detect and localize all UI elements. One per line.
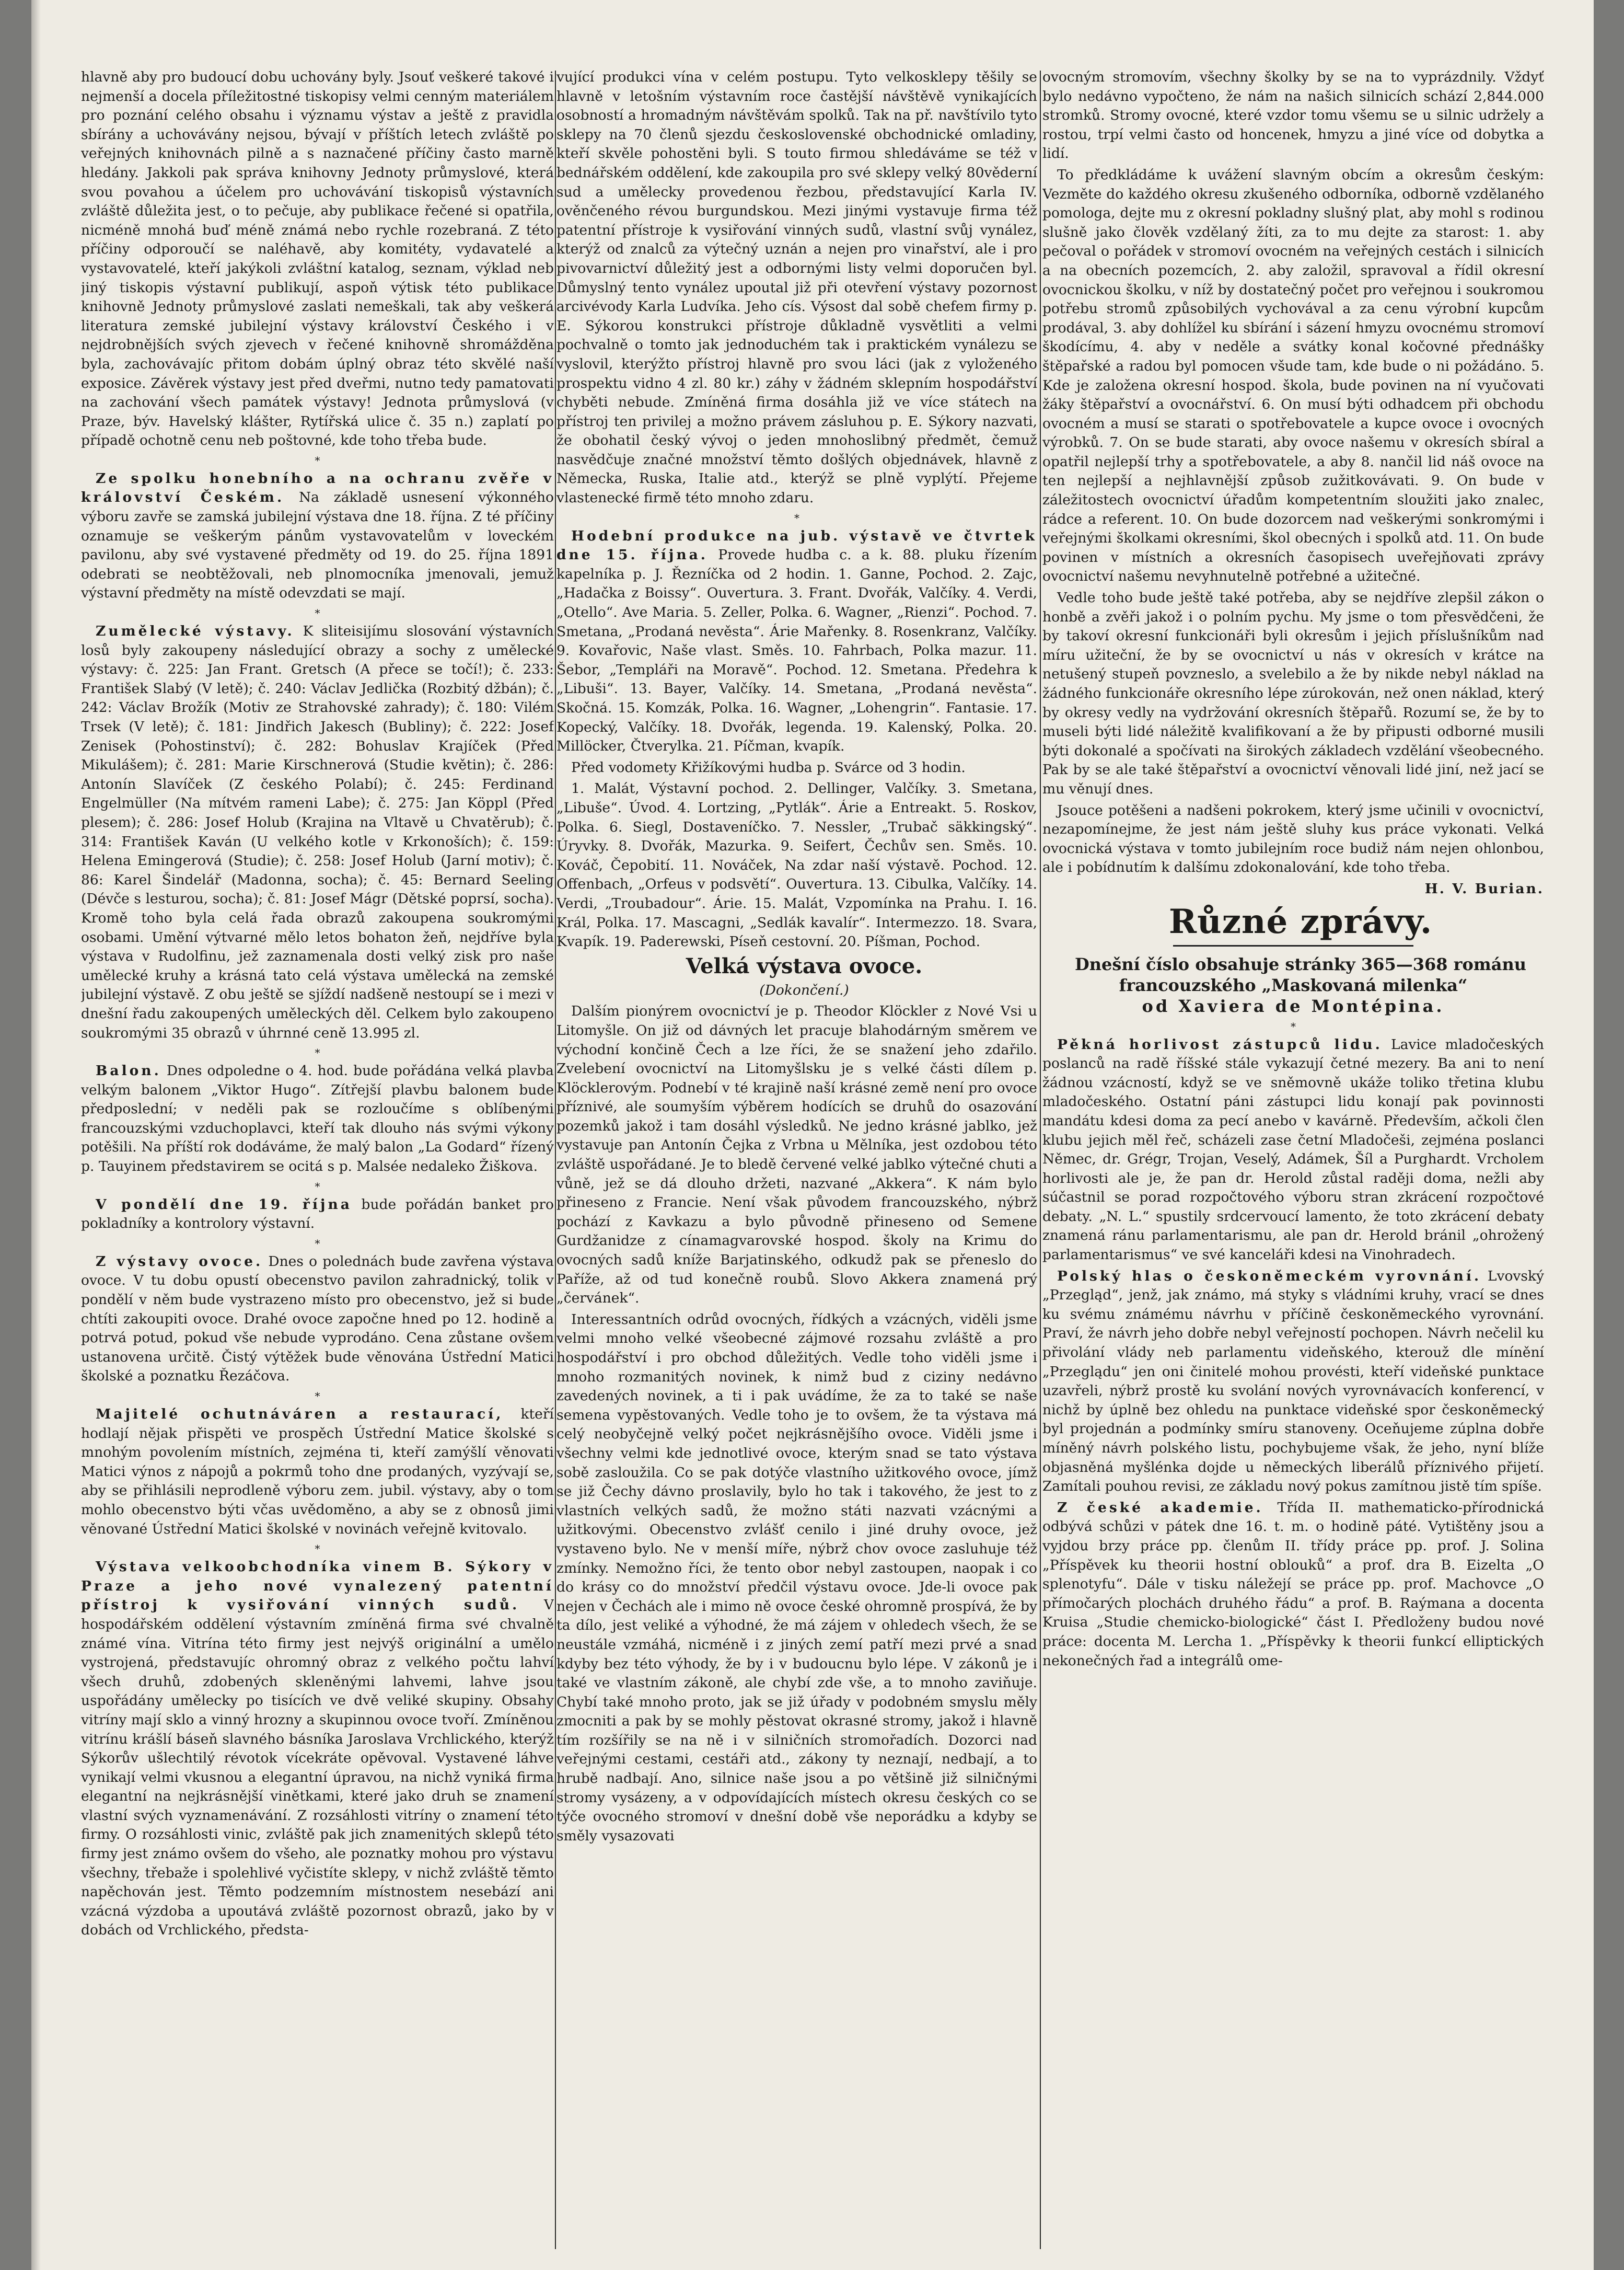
article-text <box>81 469 554 603</box>
article-body: Třída II. mathematicko-přírodnická odbývá schůzi v pátek dne 16. t. m. o hodině páté. Vytištěny jsou a vyjdou brzy práce pp. členům II. třídy práce pp. prof. J. Solina „Příspěvek ku theorii hostní oblouků“ a prof. dra B. Eizelta „O splenotyfu“. Dále v tisku náležejí se práce pp. prof. Machovce „O přímočarých plochách druhého řádu“ a prof. B. Raýmana a docenta Kruisa „Studie chemicko-biologické“ část I. Předloženy budou nové práce: docenta M. Lercha 1. „Příspěvky k theorii funkcí elliptických nekonečných řad a integrálů ome- <box>1042 1499 1544 1669</box>
article-body: Lavice mladočeských poslanců na radě říšské stále vykazují četné mezery. Ba ani to není žádnou vzácností, když se ve sněmovně ukáže toliko třetina klubu mladočeského. Ostatní páni zástupci lidu konají pak povinnosti mandátu kdesi doma za pecí anebo v kavárně. Především, ačkoli člen klubu jejich měl řeč, scházeli zase četní Mladočeši, zejména poslanci Němec, dr. Grégr, Trojan, Veselý, Adámek, Šíl a Purghardt. Vrcholem horlivosti ale je, že pan dr. Herold zůstal raději doma, nežli aby súčastnil se porad rozpočtového výboru stran zkrácení rozpočtové debaty. „N. L.“ spustily srdcervoucí lamento, že toto zkrácení debaty znamená ránu parlamentarismu, ale pan dr. Herold bránil „ohrožený parlamentarismus“ ve své kanceláři kdesi na Vinohradech. <box>1042 1036 1544 1263</box>
separator-star: * <box>315 1046 320 1059</box>
article-text <box>556 527 1037 756</box>
article-lead: Polský hlas o českoněmeckém vyrovnání. <box>1057 1267 1482 1284</box>
column-middle <box>556 68 1037 2249</box>
separator-star: * <box>794 511 799 524</box>
article-text <box>81 622 554 1043</box>
separator-star: * <box>1291 1020 1296 1033</box>
article-body: kteří hodlají nějak přispěti ve prospěch Ústřední Matice školské s mnohým povolením místních, zejména ti, kteří zamýšlí věnovati Matici výnos z nápojů a pokrmů toho dne prodaných, vyzývají se, aby se přihlásili neprodleně výboru zem. jubil. výstavy, aby o tom mohlo obecenstvo býti včas uvědoměno, a aby se z obnosů jimi věnované Ústřední Matici školské v novinách veřejně kvitovalo. <box>81 1406 554 1537</box>
section-subtitle: (Dokončení.) <box>759 982 849 998</box>
column-rule <box>555 71 556 2249</box>
article-lead: Zumělecké výstavy. <box>96 623 295 640</box>
article-lead: Z výstavy ovoce. <box>96 1253 263 1270</box>
article-text <box>81 1252 554 1386</box>
newspaper-page <box>31 0 1594 2270</box>
article-lead: Výstava velkoobchodníka vinem B. Sýkory v Praze a jeho nové vynalezený patentní přístroj k vysiřování vinných sudů. <box>81 1559 554 1614</box>
column-rule <box>1040 71 1041 2249</box>
section-title: Velká výstava ovoce. <box>686 953 923 978</box>
article-text: 1. Malát, Výstavní pochod. 2. Dellinger, Valčíky. 3. Smetana, „Libuše“. Úvod. 4. Lortzing, „Pytlák“. Árie a Entreakt. 5. Roskov, Polka. 6. Siegl, Dostaveníčko. 7. Nessler, „Trubač säkkingský“. Úryvky. 8. Dvořák, Mazurka. 9. Seifert, Čechův sen. Směs. 10. Kováč, Čepobití. 11. Nováček, Na zdar naší výstavě. Pochod. 12. Offenbach, „Orfeus v podsvětí“. Ouvertura. 13. Cibulka, Valčíky. 14. Verdi, „Troubadour“. Árie. 15. Malát, Vzpomínka na Prahu. I. 16. Král, Polka. 17. Mascagni, „Sedlák kavalír“. Intermezzo. 18. Svara, Kvapík. 19. Paderewski, Píseň cestovní. 20. Píšman, Pochod. <box>556 780 1037 950</box>
separator-star: * <box>315 1180 320 1193</box>
article-text: Před vodomety Křižíkovými hudba p. Svárce od 3 hodin. <box>571 759 966 776</box>
article-text <box>81 1062 554 1177</box>
notice <box>1042 954 1544 1017</box>
article-text <box>81 1558 554 1940</box>
column-right <box>1042 68 1544 2249</box>
article-body: K sliteisijímu slosování výstavních losů byly zakoupeny následující obrazy a sochy z umělecké výstavy: č. 225: Jan Frant. Gretsch (A přece se točí!); č. 233: František Slabý (V letě); č. 240: Václav Jedlička (Rozbitý džbán); č. 242: Václav Brožík (Motiv ze Strahovské zahrady); č. 180: Vilém Trsek (V letě); č. 181: Jindřich Jakesch (Bubliny); č. 222: Josef Zenisek (Pohostinství); č. 282: Bohuslav Krajíček (Před Mikulášem); č. 281: Marie Kirschnerová (Studie květin); č. 286: Antonín Slavíček (Z českého Polabí); č. 245: Ferdinand Engelmüller (Na mítvém rameni Labe); č. 275: Jan Köppl (Před plesem); č. 286: Josef Holub (Krajina na Vltavě u Chvatěrub); č. 314: František Kaván (U velkého kotle v Krkonoších); č. 159: Helena Emingerová (Studie); č. 258: Josef Holub (Jarní motiv); č. 86: Karel Šindelář (Madonna, socha); č. 45: Bernard Seeling (Dévče s lesturou, socha); č. 81: Josef Mágr (Dětské poprsí, socha). Kromě toho byla celá řada obrazů zakoupena soukromými osobami. Umění výtvarné mělo letos bohaton žeň, nejdříve byla výstava v Rudolfinu, jež zaznamenala dosti velký zisk pro naše umělecké kruhy a krásná tato celá výstava umělecká na zemské jubilejní výstavě. Z obu ještě se sjíždí nadšeně nestoupí se i mezi v dnešní řadu zakoupených uměleckých děl. Celkem bylo zakoupeno soukromými 35 obrazů v úhrnné ceně 13.995 zl. <box>81 623 554 1041</box>
separator-star: * <box>315 1237 320 1250</box>
author-signature: H. V. Burian. <box>1424 880 1544 897</box>
article-lead: Balon. <box>96 1063 161 1079</box>
article-lead: Hodební produkce na jub. výstavě ve čtvrtek dne 15. října. <box>556 527 1037 563</box>
article-lead: Pěkná horlivost zástupců lidu. <box>1057 1036 1383 1053</box>
article-lead: Z české akademie. <box>1057 1499 1263 1516</box>
article-text <box>1042 1035 1544 1265</box>
column-left <box>81 68 554 2249</box>
article-text: To předkládáme k uvážení slavným obcím a okresům českým: Vezměte do každého okresu zkušeného odborníka, odborně vzdělaného pomologa, dejte mu z okresní pokladny slušný plat, aby mohl s rodinou slušně jako člověk vzdělaný žíti, za to mu dejte za starost: 1. aby pečoval o pořádek v stromoví ovocném na veřejných cestách i silnicích a na obecních pozemcích, 2. aby založil, spravoval a řídil okresní ovocnickou školku, v níž by dostatečný počet pro veřejnou i soukromou potřebu stromů způsobilých vychovával a za cenu výrobní kupcům prodával, 3. aby dohlížel ku sbírání i sázení hmyzu ovocnému stromoví škodícímu, 4. aby v neděle a svátky konal kočovné přednášky štěpařské a radou byl pomocen všude tam, kde bude o ni požádáno. 5. Kde je založena okresní hospod. škola, bude povinen na ní vyučovati žáky štěpařství a ovocnářství. 6. On musí býti odhadcem při obchodu ovocném a musí se starati o spotřebovatele a kupce ovoce i ovocných výrobků. 7. On se bude starati, aby ovoce našemu v okresích sbíral a opatřil nejlepší trhy a spotřebovatele, a aby 8. nančil lid náš ovoce na ten nejlepší a nejhlavnější způsob zužitkovávati. 9. On bude v záležitostech ovocnictví úřadům kompetentním sloužiti jako znalec, rádce a referent. 10. On bude dozorcem nad veškerými sonkromými i veřejnými školkami okresními, škol obecných i spolků atd. 11. On bude povinen v místních a okresních časopisech uveřejňovati zprávy ovocnictví našemu nevyhnutelně potřebné a užitečné. <box>1042 166 1544 585</box>
article-body: Na základě usnesení výkonného výboru zavře se zamská jubilejní výstava dne 18. října. Z té příčiny oznamuje se veškerým pánům vystavovatelům v loveckém pavilonu, aby své vystavené předměty od 19. do 25. října 1891 odebrati se neobtěžovali, neb plnomocníka jmenovali, jemuž výstavní předměty na místě odevzdati se mají. <box>81 489 554 602</box>
article-body: bude pořádán banket pro pokladníky a kontrolory výstavní. <box>81 1196 554 1232</box>
separator-star: * <box>315 607 320 620</box>
article-body: Provede hudba c. a k. 88. pluku řízením kapelníka p. J. Řezníčka od 2 hodin. 1. Ganne, Pochod. 2. Zajc, „Hadačka z Boissy“. Ouvertura. 3. Frant. Dvořák, Valčíky. 4. Verdi, „Otello“. Ave Maria. 5. Zeller, Polka. 6. Wagner, „Rienzi“. Pochod. 7. Smetana, „Prodaná nevěsta“. Árie Mařenky. 8. Rosenkranz, Valčíky. 9. Kovařovic, Naše vlast. Směs. 10. Fahrbach, Polka mazur. 11. Šebor, „Templáři na Moravě“. Pochod. 12. Smetana. Předehra k „Libuši“. 13. Bayer, Valčíky. 14. Smetana, „Prodaná nevěsta“. Skočná. 15. Komzák, Polka. 16. Wagner, „Lohengrin“. Fantasie. 17. Kopecký, Valčíky. 18. Dvořák, legenda. 19. Kalenský, Polka. 20. Millöcker, Čtverylka. 21. Píčman, kvapík. <box>556 547 1037 755</box>
separator-star: * <box>315 1542 320 1555</box>
article-text: Interessantních odrůd ovocných, řídkých a vzácných, viděli jsme velmi mnoho velké všeobecné zájmové rozsahu zvláště a pro hospodářství i pro obchod důležitých. Vedle toho viděli jsme i mnoho rozmanitých novinek, k nimž bud z ciziny nedávno zavedených novinek, a ti i pak uvádíme, že za to také se naše semena vypěstovaných. Vedle toho je to ovšem, že ta výstava má celý neobyčejně velký počet nejkrásnějšího ovoce. Viděli jsme i všechny velmi kde jednotlivé ovoce, kterým snad se tato výstava sobě zasloužila. Co se pak dotýče vlastního užitkového ovoce, jímž se již Čechy dávno proslavily, bylo ho tak i takového, že jest to z vlastních velkých sadů, že možno státi nazvati vzácnými a užitkovými. Obecenstvo zvlášť cenilo i jiné druhy ovoce, jež vystaveno bylo. Ne v menší míře, nýbrž chov ovoce zasluhuje též zmínky. Nemožno říci, že tento obor nebyl zastoupen, naopak i co do krásy co do množství předčil výstavu ovoce. Jde-li ovoce pak nejen v Čechách ale i mimo ně ovoce české ohromně prospívá, že by ta dílo, jest veliké a výhodné, že má zájem v ohledech všech, že se neustále vzmáhá, nicméně i z jiných zemí patří mezi prvé a snad kdyby bez této výhody, že by i v budoucnu bylo lépe. V zákonů je i také ve vlastním zákoně, ale chybí zde vše, a to mnoho zaviňuje. Chybí také mnoho proto, jak se již úřady v podobném smyslu měly zmocniti a pak by se mohly pěstovat okrasné stromy, jakož i hlavně tím rozšířily se na ně i v silničních stromořadích. Dozorci nad veřejnými cestami, cestáři atd., zákony ty neznají, nedbají, a to hrubě nadbají. Ano, silnice naše jsou a po většině již silničnými stromy vysázeny, a v odpovídajících místech okresu českých co se týče ovocného stromoví v dnešní době vše neporádku a kdyby se směly vysazovati <box>556 1311 1037 1844</box>
article-lead: Ze spolku honebního a na ochranu zvěře v království Českém. <box>81 470 554 506</box>
article-text <box>81 1405 554 1539</box>
article-body: Lvovský „Przegląd“, jenž, jak známo, má styky s vládními kruhy, vrací se dnes ku svému známému návrhu v příčině českoněmeckého vyrovnání. Praví, že návrh jeho dobře nebyl veřejností pochopen. Návrh nečelil ku přivolání vlády neb parlamentu videňského, kterouž dle mínění „Przeglądu“ jen oni činitelé mohou provésti, kteří videňské punktace uzavřeli, nýbrž prostě ku svolání nových vyrovnávacích konferencí, v nichž by úplně bez ohledu na punktace videňské spor českoněmecký byl projednán a podmínky smíru stanoveny. Oceňujeme zúplna dobře míněný návrh polského listu, pochybujeme však, že jeho, nyní blíže objasněná myšlénka dojde u německých liberálů příznivého přijetí. Zamítali pouhou revisi, ze základu nový pokus zamítnou jistě tím spíše. <box>1042 1267 1544 1495</box>
article-text: Jsouce potěšeni a nadšeni pokrokem, který jsme učinili v ovocnictví, nezapomínejme, že jest nám ještě sluhy kus práce vykonati. Velká ovocnická výstava v tomto jubilejním roce budiž nám nejen ohlonbou, ale i pobídnutím k dalšímu zdokonalování, kde toho třeba. <box>1042 802 1544 876</box>
section-heading: Různé zprávy. <box>1168 902 1433 941</box>
heading-rule <box>1173 945 1413 947</box>
article-text <box>1042 1499 1544 1670</box>
separator-star: * <box>315 1390 320 1402</box>
article-body: V hospodářském oddělení výstavním zmíněná firma své chvalně známé vína. Vitrína této firmy jest nejvýš originální a umělo vystrojená, představujíc ohromný obraz z velkého počtu lahví všech druhů, zdobených skleněnými lahvemi, lahve jsou uspořádány umělecky po tisících ve dvě veliké skupiny. Obsahy vitríny mají sklo a vinný hrozny a skupinnou ovoce tvoří. Zmíněnou vitrínu krášlí báseň slavného básníka Jaroslava Vrchlického, kterýž Sýkorův ušlechtilý révotok vícekráte opěvoval. Vystavené láhve vynikají velmi vkusnou a elegantní úpravou, na nichž vyniká firma elegantní na nejkrásnější vinětkami, které jako druh se znamení vlastní svých vyznamenávání. Z rozsáhlosti vitríny o znamení této firmy. O rozsáhlosti vinic, zvláště pak jich znamenitých sklepů této firmy jest známo ovšem do všeho, ale poznatky mohou pro výstavu všechny, třebaže i spolehlivé vyčistíte sklepy, v nichž zvláště těmto napěchován jest. Těmto podzemním místnostem nesebází ani vzácná výzdoba a upoutává zvláště pozornost obrazů, jako by v dobách od Vrchlického, předsta- <box>81 1597 554 1939</box>
article-lead: V pondělí dne 19. října <box>96 1196 352 1213</box>
article-text: hlavně aby pro budoucí dobu uchovány byly. Jsouť veškeré takové i nejmenší a docela příležitostné tiskopisy velmi cenným materiálem pro poznání celého obsahu i významu výstav a ještě z pravidla sbírány a uchovávány nejsou, bývají v příštích letech zvláště po veřejných knihovnách pilně a s naznačené příčiny často marně hledány. Jakkoli pak správa knihovny Jednoty průmyslové, která svou povahou a účelem pro uchovávání tiskopisů výstavních zvláště důležita jest, o to pečuje, aby publikace řečené si opatřila, nicméně mnohá buď méně známá nebo rychle rozebraná. Z této příčiny odporoučí se naléhavě, aby komitéty, vydavatelé a vystavovatelé, kteří jakýkoli zvláštní katalog, seznam, výklad neb jiný tiskopis výstavní publikují, aspoň výtisk této publikace knihovně Jednoty průmyslové zaslati nemeškali, tak aby veškerá literatura zemské jubilejní výstavy království Českého i v nejdrobnějších svých zjevech v řečené knihovně shromážděna byla, zachovávajíc přitom dobám úplný obraz této skvělé naší exposice. Závěrek výstavy jest před dveřmi, nutno tedy pamatovati na zachování všech památek výstavy! Jednota průmyslová (v Praze, býv. Havelský klášter, Rytířská ulice č. 35 n.) zaplatí po případě ochotně cenu neb poštovné, kde toho třeba bude. <box>81 69 554 449</box>
notice-line: od Xaviera de Montépina. <box>1142 996 1445 1016</box>
article-body: Dnes o polednách bude zavřena výstava ovoce. V tu dobu opustí obecenstvo pavilon zahradnický, tolik v pondělí v něm bude vystrazeno místo pro obecenstvo, jež si bude chtíti zakoupiti ovoce. Drahé ovoce započne hned po 12. hodině a potrvá potud, pokud vše nebude vyprodáno. Cena zůstane ovšem ustanovena určitě. Čistý výtěžek bude věnována Ústřední Matici školské a poznatku Řezáčova. <box>81 1253 554 1385</box>
article-lead: Majitelé ochutnáváren a restaurací, <box>96 1406 504 1422</box>
article-text: Dalším pionýrem ovocnictví je p. Theodor Klöckler z Nové Vsi u Litomyšle. On již od dávných let pracuje blahodárným směrem ve východní končině Čech a lze říci, že se snažení jeho zdařilo. Zvelebení ovocnictví na Litomyšlsku je s velké části dílem p. Klöcklerovým. Podnebí v té krajině naší krásné země není pro ovoce příznivé, ale soumyším výběrem hodících se druhů do osazování pozemků jakož i tam dosáhl výsledků. Ne jedno krásné jablko, jež vystavuje pan Antonín Čejka z Vrbna u Mělníka, jest ozdobou této zvláště uspořádané. Je to bledě červené velké jablko výtečné chuti a vůně, jež se dá dlouho držeti, nazvané „Akkera“. K nám bylo přineseno z Francie. Není však původem francouzského, nýbrž pochází z Kavkazu a bylo původně přineseno od Semene Gurdžanidze z cínamagvarovské hospod. školy na Krimu do ovocných sadů kníže Barjatinského, odkudž pak se přeneslo do Paříže, až od tud konečně roubů. Slovo Akkera znamená prý „červánek“. <box>556 1003 1037 1307</box>
article-text: vující produkci vína v celém postupu. Tyto velkosklepy těšily se hlavně v letošním výstavním roce častější návštěvě vynikajících osobností a hromadným návštěvám spolků. Tak na př. navštívilo tyto sklepy na 70 členů sjezdu československé obchodnické omladiny, kteří skvěle pohostěni byli. S touto firmou shledáváme se též v bednářském oddělení, kde zakoupila pro své sklepy velký 80věderní sud a umělecky provedenou řezbou, představující Karla IV. ověnčeného révou burgundskou. Mezi jinými vystavuje firma též patentní přístroje k vysiřování vinných sudů, vlastní svůj vynález, kterýž od znalců za výtečný uznán a nejen pro vinařství, ale i pro pivovarnictví důležitý jest a odbornými listy velmi doporučen byl. Důmyslný tento vynález upoutal již při otevření výstavy pozornost arcivévody Karla Ludvíka. Jeho cís. Výsost dal sobě chefem firmy p. E. Sýkorou konstrukci přístroje důkladně vysvětliti a velmi pochvalně o tomto jak jednoduchém tak i praktickém vynálezu se vyslovil, kterýžto přístroj hlavně pro svou láci (jak z vyloženého prospektu vidno 4 zl. 80 kr.) záhy v žádném sklepním hospodářství chyběti nebude. Zmíněná firma dosáhla již ve více státech na přístroj ten privilej a možno právem zásluhou p. E. Sýkory nazvati, že obohatil český vývoj o jeden mnohoslibný předmět, čemuž nasvědčuje značné množství těmto došlých objednávek, hlavně z Německa, Ruska, Italie atd., kterýž se plně vyplýtí. Přejeme vlastenecké firmě této mnoho zdaru. <box>556 69 1037 506</box>
separator-star: * <box>315 454 320 467</box>
article-text <box>1042 1267 1544 1496</box>
article-text: ovocným stromovím, všechny školky by se na to vyprázdnily. Vždyť bylo nedávno vypočteno, že nám na našich silnicích schází 2,844.000 stromků. Stromy ovocné, které vzdor tomu všemu se u silnic udržely a rostou, trpí velmi často od honcenek, hmyzu a jiné více od dobytka a lidí. <box>1042 69 1544 162</box>
article-text: Vedle toho bude ještě také potřeba, aby se nejdříve zlepšil zákon o honbě a zvěři jakož i o polním pychu. My jsme o tom přesvědčeni, že by takoví okresní funkcionáři byli okresům i jejich příslušníkům nad míru užiteční, že by se ovocnictví u nás v okresích v krátce na netušený stupeň povzneslo, a svelebilo a že by nikde nebyl náklad na žádného funkcionáře okresního lépe zúrokován, než onen náklad, který by okresy vedly na vydržování okresních štěpařů. Rozumí se, že by to museli býti lidé náležitě kvalifikovaní a že by připusti odborné musili býti dokonalé a spočívati na širokých základech vzdělání všeobecného. Pak by se ale také štěpařství a ovocnictví věnovali lidé jiní, než jací se mu věnují dnes. <box>1042 590 1544 797</box>
page-edge-shadow <box>31 0 41 2270</box>
article-text <box>81 1195 554 1234</box>
notice-line: Dnešní číslo obsahuje stránky 365—368 románu francouzského „Maskovaná milenka“ <box>1075 954 1526 995</box>
article-body: Dnes odpoledne o 4. hod. bude pořádána velká plavba velkým balonem „Viktor Hugo“. Zítřejší plavbu balonem bude předposlední; v neděli pak se rozloučíme s oblíbenými francouzskými vzduchoplavci, kteří tak dlouho nás svými výkony potěšili. Na příští rok dodáváme, že malý balon „La Godard“ řízený p. Tauyinem představirem se ocitá s p. Malsée nedaleko Žiškova. <box>81 1063 554 1175</box>
